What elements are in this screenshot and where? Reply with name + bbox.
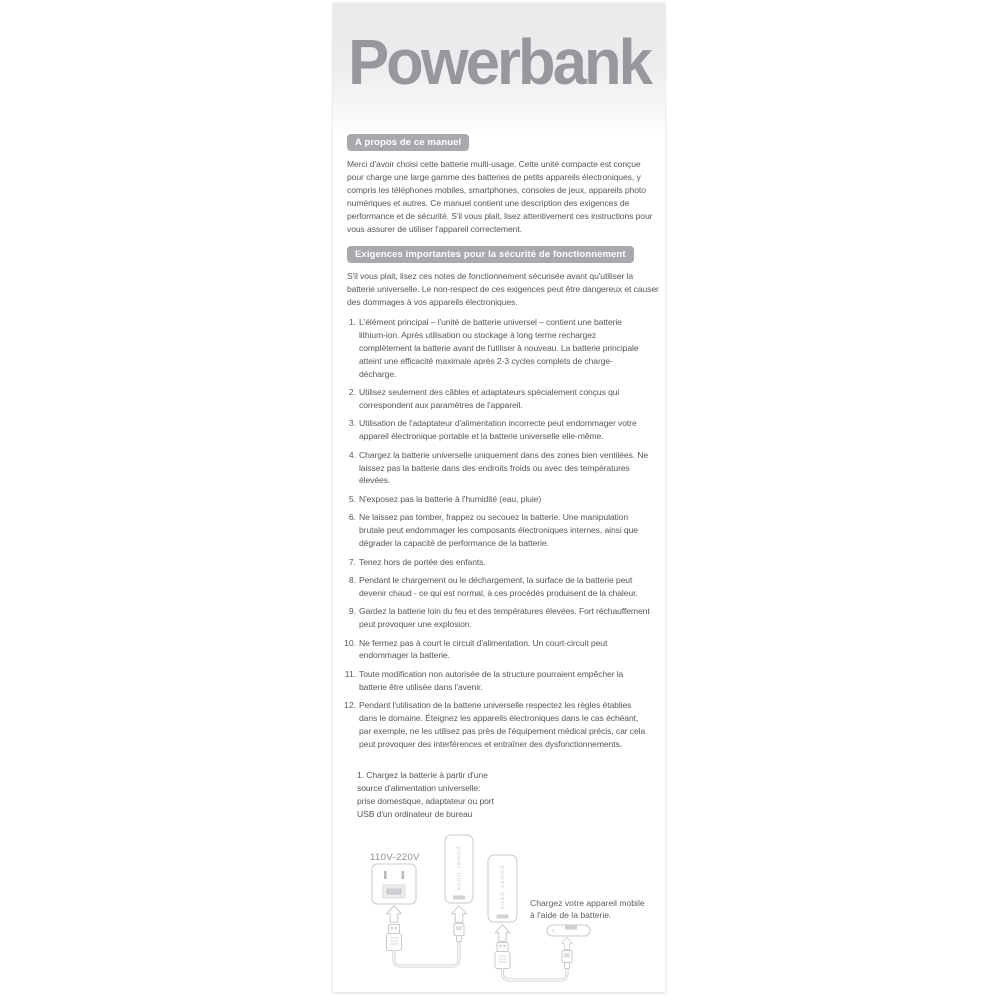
safety-rule-item — [336, 316, 660, 381]
powerbank-icon — [488, 855, 517, 922]
list-text: L'élément principal – l'unité de batterie universel – contient une batterie lithium-ion. Après utilisation ou stockage à long terme rechargez complètement la batterie avant de l'utiliser à nouveau. La batterie principale atteint une efficacité maximale après 2-3 cycles complets de charge-décharge. — [359, 317, 639, 379]
arrow-up-icon — [452, 906, 467, 923]
powerbank-label: power bank — [455, 846, 463, 892]
manual-page — [333, 3, 665, 992]
list-number: 11. — [344, 668, 356, 679]
voltage-label: 110V-220V — [370, 852, 420, 863]
list-number: 1. — [348, 317, 356, 327]
mini-usb-connector-icon — [454, 924, 464, 942]
wall-outlet-icon — [372, 864, 416, 904]
list-text: Ne laissez pas tomber, frappez ou secouez la batterie. Une manipulation brutale peut endommager les composants électroniques internes, ainsi que dégrader la capacité de performance de la batterie. — [359, 512, 638, 549]
safety-rule-item — [336, 637, 660, 663]
list-text: Ne fermez pas à court le circuit d'alimentation. Un court-circuit peut endommager la batterie. — [359, 637, 608, 661]
section-header-safety: Exigences importantes pour la sécurité de fonctionnement — [347, 246, 634, 263]
safety-rule-item — [336, 511, 660, 550]
charge-caption-line: Chargez votre appareil mobile — [530, 898, 645, 908]
usb-plug-icon — [495, 943, 510, 969]
powerbank-icon — [445, 835, 473, 903]
safety-rule-item — [336, 574, 660, 600]
list-number: 7. — [348, 556, 356, 567]
list-number: 5. — [348, 493, 356, 504]
arrow-up-icon — [387, 906, 402, 923]
charge-caption-line: à l'aide de la batterie. — [530, 910, 612, 920]
step-line: source d'alimentation universelle: — [357, 783, 481, 793]
list-number: 3. — [348, 418, 356, 429]
product-title: Powerbank — [348, 26, 650, 98]
section-header-about: A propos de ce manuel — [347, 134, 469, 151]
safety-rule-item — [336, 699, 660, 751]
list-text: Utilisez seulement des câbles et adaptateurs spécialement conçus qui correspondent aux paramètres de l'appareil. — [359, 387, 620, 410]
arrow-up-icon — [562, 938, 573, 950]
usb-plug-icon — [387, 925, 402, 951]
list-text: Chargez la batterie universelle uniquement dans des zones bien ventilées. Ne laissez pas la batterie dans des endroits froids ou avec des températures élevées. — [359, 449, 649, 486]
list-text: Tenez hors de portée des enfants. — [359, 556, 486, 567]
safety-rules-list — [336, 316, 660, 756]
safety-rule-item — [336, 556, 660, 569]
list-number: 8. — [348, 574, 356, 585]
powerbank-label: power bank — [498, 865, 506, 911]
list-number: 6. — [348, 512, 356, 523]
list-number: 10. — [344, 637, 356, 648]
safety-rule-item — [336, 386, 660, 412]
arrow-up-icon — [495, 925, 510, 942]
safety-rule-item — [336, 668, 660, 694]
list-number: 2. — [348, 387, 356, 398]
charging-diagram — [345, 826, 655, 996]
step-line: 1. Chargez la batterie à partir d'une — [357, 770, 488, 780]
safety-rule-item — [336, 493, 660, 506]
cable-powerbank-to-phone — [503, 967, 568, 980]
phone-icon — [547, 925, 590, 936]
list-text: Pendant l'utilisation de la batterie universelle respectez les règles établies dans le domaine. Éteignez les appareils électroniques dans le cas échéant, par exemple, ne les utilisez pas près de l'équipement médical précis, car cela peut provoquer des interférences et entraîner des dysfonctionnements. — [359, 700, 646, 749]
list-text: Utilisation de l'adaptateur d'alimentation incorrecte peut endommager votre appareil électronique portable et la batterie universelle elle-même. — [359, 418, 637, 442]
list-text: Pendant le chargement ou le déchargement, la surface de la batterie peut devenir chaud - ce qui est normal, à ces procédés produisent de la chaleur. — [359, 574, 638, 598]
mini-usb-connector-icon — [562, 951, 572, 969]
step-line: USB d'un ordinateur de bureau — [357, 809, 473, 819]
about-paragraph: Merci d'avoir choisi cette batterie multi-usage. Cette unité compacte est conçue pour charge une large gamme des batteries de petits appareils électroniques, y compris les téléphones mobiles, smartphones, consoles de jeux, appareils photo numériques et autres. Ce manuel contient une description des exigences de performance et de sécurité. S'il vous plait, lisez attentivement ces instructions pour vous assurer de utiliser l'appareil correctement. — [347, 159, 653, 234]
safety-rule-item — [336, 449, 660, 488]
cable-outlet-to-powerbank — [394, 942, 459, 966]
step-line: prise domestique, adaptateur ou port — [357, 796, 494, 806]
list-text: N'exposez pas la batterie à l'humidité (eau, pluie) — [359, 493, 542, 504]
list-number: 12. — [344, 700, 356, 711]
list-text: Gardez la batterie loin du feu et des températures élevées. Fort réchauffement peut provoquer une explosion. — [359, 606, 650, 630]
list-text: Toute modification non autorisée de la structure pourraient empêcher la batterie être utilisée dans l'avenir. — [359, 668, 624, 692]
safety-intro-paragraph: S'il vous plait, lisez ces notes de fonctionnement sécurisée avant qu'utiliser la batterie universelle. Le non-respect de ces exigences peut être dangereux et causer des dommages à vos appareils électroniques. — [347, 271, 659, 307]
list-number: 4. — [348, 449, 356, 460]
list-number: 9. — [348, 606, 356, 617]
safety-rule-item — [336, 605, 660, 631]
safety-rule-item — [336, 417, 660, 443]
charging-step-text — [357, 769, 567, 821]
